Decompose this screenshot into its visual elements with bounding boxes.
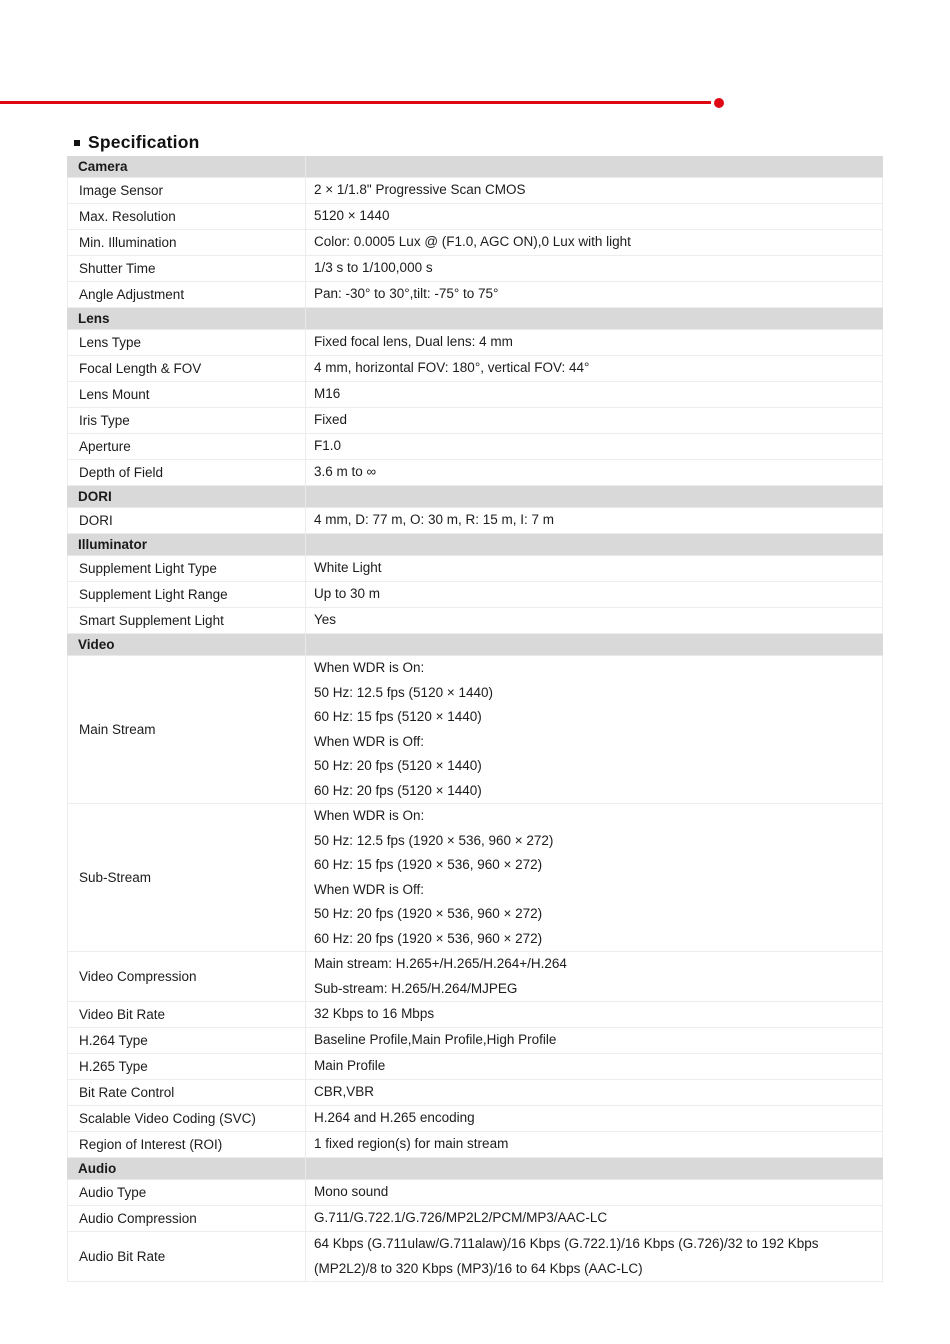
spec-label: Sub-Stream: [68, 804, 306, 951]
spec-value-line: When WDR is Off:: [314, 733, 425, 749]
table-row: [67, 204, 883, 230]
spec-value: [306, 582, 882, 607]
spec-label: DORI: [68, 508, 306, 533]
table-row: [67, 1206, 883, 1232]
spec-value: [306, 1002, 882, 1027]
spec-label: Angle Adjustment: [68, 282, 306, 307]
spec-value-line: 2 × 1/1.8" Progressive Scan CMOS: [314, 182, 526, 198]
spec-value: [306, 382, 882, 407]
section-header-camera: [67, 156, 883, 178]
spec-value-line: 60 Hz: 15 fps (5120 × 1440): [314, 709, 482, 724]
spec-value-line: 50 Hz: 20 fps (5120 × 1440): [314, 758, 482, 773]
spec-value-line: Fixed focal lens, Dual lens: 4 mm: [314, 334, 513, 350]
spec-label: Smart Supplement Light: [68, 608, 306, 633]
square-bullet-icon: [74, 140, 80, 146]
spec-value: [306, 330, 882, 355]
section-title: DORI: [78, 489, 112, 504]
spec-label: Lens Mount: [68, 382, 306, 407]
spec-value-line: Main Profile: [314, 1058, 386, 1074]
spec-label: Region of Interest (ROI): [68, 1132, 306, 1157]
spec-label: Main Stream: [68, 656, 306, 803]
section-header-audio: [67, 1158, 883, 1180]
spec-label: Depth of Field: [68, 460, 306, 485]
section-title: Camera: [78, 159, 128, 174]
table-row: [67, 330, 883, 356]
spec-value: [306, 178, 882, 203]
section-header-dori: [67, 486, 883, 508]
spec-value: [306, 1028, 882, 1053]
spec-value-line: 60 Hz: 15 fps (1920 × 536, 960 × 272): [314, 857, 543, 872]
spec-value: [306, 1054, 882, 1079]
table-row: [67, 656, 883, 804]
table-row: [67, 230, 883, 256]
table-row: [67, 556, 883, 582]
spec-label: Scalable Video Coding (SVC): [68, 1106, 306, 1131]
spec-value-line: 5120 × 1440: [314, 208, 390, 224]
spec-label: Image Sensor: [68, 178, 306, 203]
spec-value-line: Color: 0.0005 Lux @ (F1.0, AGC ON),0 Lux with light: [314, 234, 631, 250]
spec-label: Shutter Time: [68, 256, 306, 281]
spec-label: H.265 Type: [68, 1054, 306, 1079]
spec-value-line: Mono sound: [314, 1184, 389, 1200]
spec-value-line: Baseline Profile,Main Profile,High Profile: [314, 1032, 557, 1048]
section-header-lens: [67, 308, 883, 330]
spec-value-line: M16: [314, 386, 341, 402]
page-title-text: Specification: [88, 131, 200, 152]
spec-value-line: H.264 and H.265 encoding: [314, 1110, 475, 1126]
table-row: [67, 804, 883, 952]
spec-value-line: 60 Hz: 20 fps (1920 × 536, 960 × 272): [314, 930, 543, 946]
spec-value: [306, 460, 882, 485]
spec-label: Lens Type: [68, 330, 306, 355]
spec-value: [306, 1206, 882, 1231]
spec-value: [306, 1106, 882, 1131]
table-row: [67, 1080, 883, 1106]
table-row: [67, 508, 883, 534]
spec-value-line: 4 mm, D: 77 m, O: 30 m, R: 15 m, I: 7 m: [314, 512, 555, 528]
section-title: Lens: [78, 311, 110, 326]
table-row: [67, 460, 883, 486]
spec-value-line: 50 Hz: 20 fps (1920 × 536, 960 × 272): [314, 906, 543, 921]
table-row: [67, 1106, 883, 1132]
spec-label: Max. Resolution: [68, 204, 306, 229]
spec-label: Audio Bit Rate: [68, 1232, 306, 1281]
spec-value: [306, 508, 882, 533]
section-title: Audio: [78, 1161, 117, 1176]
table-row: [67, 952, 883, 1002]
spec-value-line: 4 mm, horizontal FOV: 180°, vertical FOV: 44°: [314, 360, 590, 376]
spec-value: [306, 804, 882, 951]
table-row: [67, 356, 883, 382]
section-header-video: [67, 634, 883, 656]
table-row: [67, 1180, 883, 1206]
spec-value: [306, 204, 882, 229]
spec-value: [306, 952, 882, 1001]
section-title: Video: [78, 637, 115, 652]
spec-label: Aperture: [68, 434, 306, 459]
table-row: [67, 408, 883, 434]
spec-value-line: F1.0: [314, 438, 342, 454]
spec-value-line: CBR,VBR: [314, 1084, 375, 1100]
specification-table: [67, 156, 883, 1282]
table-row: [67, 282, 883, 308]
section-header-illuminator: [67, 534, 883, 556]
spec-value-line: 50 Hz: 12.5 fps (1920 × 536, 960 × 272): [314, 832, 554, 848]
spec-value: [306, 230, 882, 255]
section-title: Illuminator: [78, 537, 148, 552]
spec-value: [306, 556, 882, 581]
spec-value: [306, 408, 882, 433]
table-row: [67, 256, 883, 282]
spec-value: [306, 434, 882, 459]
spec-label: Iris Type: [68, 408, 306, 433]
spec-label: Bit Rate Control: [68, 1080, 306, 1105]
spec-label: Focal Length & FOV: [68, 356, 306, 381]
table-row: [67, 1232, 883, 1282]
header-accent-rule: [0, 101, 711, 104]
spec-value: [306, 608, 882, 633]
spec-value-line: Sub-stream: H.265/H.264/MJPEG: [314, 980, 518, 996]
spec-value: [306, 1232, 882, 1281]
spec-value-line: Pan: -30° to 30°,tilt: -75° to 75°: [314, 286, 499, 302]
spec-value-line: 60 Hz: 20 fps (5120 × 1440): [314, 782, 482, 798]
spec-value-line: 1/3 s to 1/100,000 s: [314, 260, 433, 276]
spec-label: Audio Compression: [68, 1206, 306, 1231]
spec-value: [306, 656, 882, 803]
spec-label: Video Bit Rate: [68, 1002, 306, 1027]
spec-value: [306, 1180, 882, 1205]
spec-label: Video Compression: [68, 952, 306, 1001]
table-row: [67, 1002, 883, 1028]
page-title: [74, 130, 200, 154]
spec-value: [306, 256, 882, 281]
header-accent-dot-icon: [714, 98, 724, 108]
spec-value-line: When WDR is On:: [314, 660, 425, 675]
table-row: [67, 1028, 883, 1054]
spec-value-line: Fixed: [314, 412, 348, 428]
table-row: [67, 178, 883, 204]
spec-label: H.264 Type: [68, 1028, 306, 1053]
spec-value-line: G.711/G.722.1/G.726/MP2L2/PCM/MP3/AAC-LC: [314, 1210, 608, 1226]
spec-label: Supplement Light Range: [68, 582, 306, 607]
table-row: [67, 608, 883, 634]
spec-value: [306, 356, 882, 381]
spec-label: Supplement Light Type: [68, 556, 306, 581]
spec-value-line: When WDR is Off:: [314, 881, 425, 897]
spec-value-line: Main stream: H.265+/H.265/H.264+/H.264: [314, 956, 567, 971]
spec-value-line: White Light: [314, 560, 382, 576]
spec-value: [306, 1080, 882, 1105]
table-row: [67, 1132, 883, 1158]
table-row: [67, 434, 883, 460]
spec-value-line: Yes: [314, 612, 337, 628]
spec-value-line: 50 Hz: 12.5 fps (5120 × 1440): [314, 684, 493, 700]
spec-label: Audio Type: [68, 1180, 306, 1205]
spec-value: [306, 1132, 882, 1157]
spec-value-line: 3.6 m to ∞: [314, 464, 377, 480]
table-row: [67, 382, 883, 408]
spec-value-line: When WDR is On:: [314, 808, 425, 823]
spec-value-line: 1 fixed region(s) for main stream: [314, 1136, 509, 1152]
spec-value-line: 32 Kbps to 16 Mbps: [314, 1006, 435, 1022]
spec-value-line: Up to 30 m: [314, 586, 381, 602]
spec-value-line: 64 Kbps (G.711ulaw/G.711alaw)/16 Kbps (G.722.1)/16 Kbps (G.726)/32 to 192 Kbps (MP2L2)/8 to 320 Kbps (MP3)/16 to 64 Kbps (AAC-LC): [314, 1236, 819, 1276]
table-row: [67, 1054, 883, 1080]
spec-label: Min. Illumination: [68, 230, 306, 255]
spec-value: [306, 282, 882, 307]
table-row: [67, 582, 883, 608]
